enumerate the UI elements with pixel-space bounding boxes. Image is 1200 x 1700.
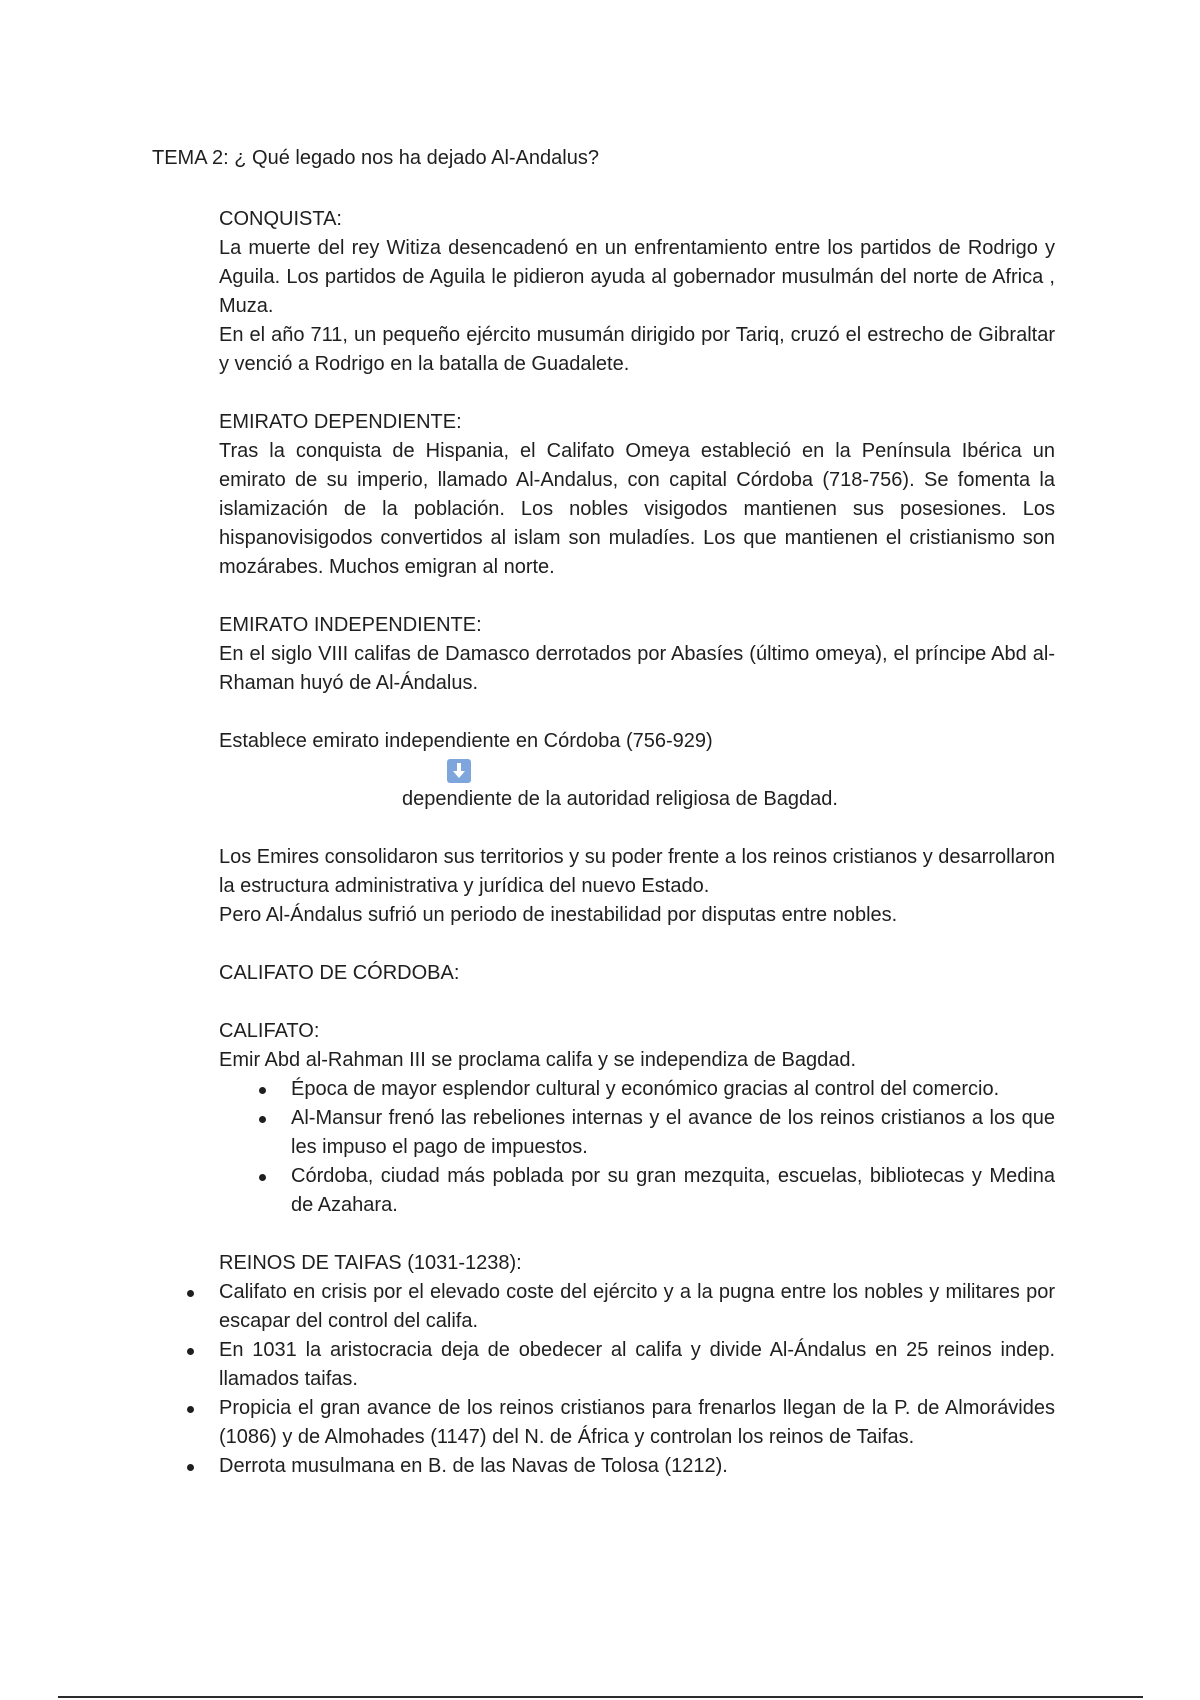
emirato-independiente-paragraph: En el siglo VIII califas de Damasco derrotados por Abasíes (último omeya), el príncipe Abd al-Rhaman huyó de Al-Ándalus. <box>219 643 1055 694</box>
section-taifas <box>219 1249 1055 1481</box>
list-item: Córdoba, ciudad más poblada por su gran mezquita, escuelas, bibliotecas y Medina de Azahara. <box>219 1162 1055 1220</box>
section-conquista <box>219 205 1055 379</box>
document-body <box>219 205 1055 1481</box>
emirato-independiente-closing-1: Los Emires consolidaron sus territorios y su poder frente a los reinos cristianos y desarrollaron la estructura administrativa y jurídica del nuevo Estado. <box>219 846 1055 897</box>
section-heading-conquista: CONQUISTA: <box>219 208 342 230</box>
list-item: Propicia el gran avance de los reinos cristianos para frenarlos llegan de la P. de Almorávides (1086) y de Almohades (1147) del N. de África y controlan los reinos de Taifas. <box>183 1394 1055 1452</box>
dependency-line: dependiente de la autoridad religiosa de Bagdad. <box>402 788 838 810</box>
section-emirato-dependiente <box>219 408 1055 582</box>
section-heading-emirato-independiente: EMIRATO INDEPENDIENTE: <box>219 614 482 636</box>
section-heading-emirato-dependiente: EMIRATO DEPENDIENTE: <box>219 411 462 433</box>
list-item: Derrota musulmana en B. de las Navas de Tolosa (1212). <box>183 1452 1055 1481</box>
section-heading-taifas: REINOS DE TAIFAS (1031-1238): <box>219 1252 522 1274</box>
califato-intro: Emir Abd al-Rahman III se proclama califa y se independiza de Bagdad. <box>219 1049 857 1071</box>
section-emirato-independiente <box>219 611 1055 930</box>
list-item: En 1031 la aristocracia deja de obedecer al califa y divide Al-Ándalus en 25 reinos indep. llamados taifas. <box>183 1336 1055 1394</box>
section-heading-califato: CALIFATO: <box>219 1020 320 1042</box>
conquista-paragraph-2: En el año 711, un pequeño ejército musumán dirigido por Tariq, cruzó el estrecho de Gibraltar y venció a Rodrigo en la batalla de Guadalete. <box>219 324 1055 375</box>
emirato-independiente-closing-2: Pero Al-Ándalus sufrió un periodo de inestabilidad por disputas entre nobles. <box>219 904 898 926</box>
section-califato <box>219 1017 1055 1220</box>
list-item: Al-Mansur frenó las rebeliones internas y el avance de los reinos cristianos a los que les impuso el pago de impuestos. <box>219 1104 1055 1162</box>
conquista-paragraph-1: La muerte del rey Witiza desencadenó en un enfrentamiento entre los partidos de Rodrigo y Aguila. Los partidos de Aguila le pidieron ayuda al gobernador musulmán del norte de Africa , Muza. <box>219 237 1055 317</box>
califato-bullet-list <box>219 1075 1055 1220</box>
page-title: TEMA 2: ¿ Qué legado nos ha dejado Al-Andalus? <box>152 147 599 169</box>
footer-divider <box>58 1696 1143 1698</box>
establishment-line: Establece emirato independiente en Córdoba (756-929) <box>219 730 713 752</box>
list-item: Época de mayor esplendor cultural y económico gracias al control del comercio. <box>219 1075 1055 1104</box>
emirato-dependiente-paragraph: Tras la conquista de Hispania, el Califato Omeya estableció en la Península Ibérica un emirato de su imperio, llamado Al-Andalus, con capital Córdoba (718-756). Se fomenta la islamización de la población. Los nobles visigodos mantienen sus posesiones. Los hispanovisigodos convertidos al islam son muladíes. Los que mantienen el cristianismo son mozárabes. Muchos emigran al norte. <box>219 440 1055 578</box>
section-califato-cordoba <box>219 959 1055 988</box>
down-arrow-icon <box>447 759 471 783</box>
section-heading-califato-cordoba: CALIFATO DE CÓRDOBA: <box>219 962 460 984</box>
taifas-bullet-list <box>183 1278 1055 1481</box>
list-item: Califato en crisis por el elevado coste del ejército y a la pugna entre los nobles y militares por escapar del control del califa. <box>183 1278 1055 1336</box>
